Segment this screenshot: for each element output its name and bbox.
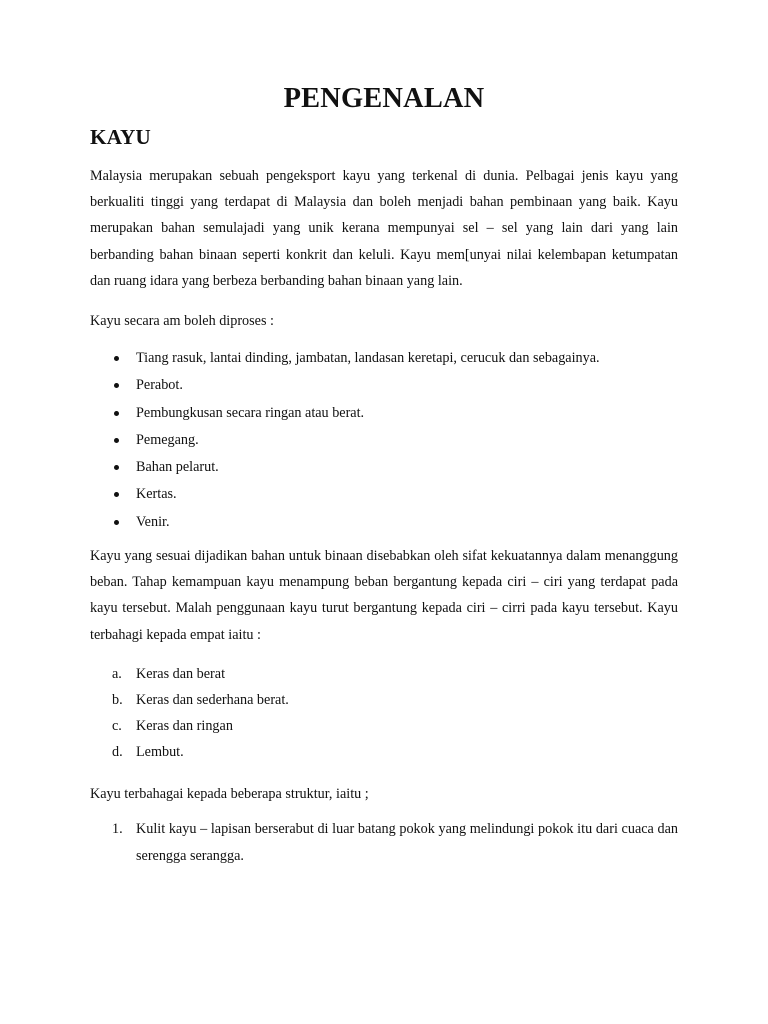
list-item-text: Perabot. [136,377,183,394]
wood-type-list [90,661,678,765]
list-item-text: Tiang rasuk, lantai dinding, jambatan, landasan keretapi, cerucuk dan sebagainya. [136,350,600,366]
bullet-icon [114,438,119,443]
list-item-text: Venir. [136,513,170,530]
page-title: PENGENALAN [283,83,485,114]
structure-numbered-list [90,816,678,870]
list-item-text: Kertas. [136,486,177,503]
list-item [90,454,678,481]
bullet-icon [114,520,119,525]
list-item-text: Keras dan sederhana berat. [136,692,289,708]
list-item-text: Pembungkusan secara ringan atau berat. [136,404,365,421]
bullet-icon [114,411,119,416]
list-item-text: Lembut. [136,744,184,760]
list-item [90,372,678,399]
list-item [90,739,678,765]
intro-paragraph: Malaysia merupakan sebuah pengeksport kayu yang terkenal di dunia. Pelbagai jenis kayu yang berkualiti tinggi yang terdapat di Malaysia dan boleh menjadi bahan pembinaan yang baik. Kayu merupakan bahan semulajadi yang unik kerana mempunyai sel – sel yang lain dari yang lain berbanding bahan binaan seperti konkrit dan keluli. Kayu mem[unyai nilai kelembapan ketumpatan dan ruang idara yang berbeza berbanding bahan binaan yang lain. [90,168,678,289]
list-marker: a. [112,666,122,682]
bullet-icon [114,492,119,497]
list-item [90,427,678,454]
list-item [90,400,678,427]
list-item-text: Keras dan berat [136,666,226,682]
list-marker: d. [112,744,123,760]
structure-paragraph: Kayu terbahagai kepada beberapa struktur, iaitu ; [90,786,369,802]
bullet-icon [114,383,119,388]
list-item [90,816,678,870]
list-item [90,661,678,687]
list-marker: b. [112,692,123,708]
list-item [90,509,678,536]
list-marker: c. [112,718,122,734]
list-item [90,345,678,372]
list-item-text: Bahan pelarut. [136,459,219,476]
usage-bullet-list [90,345,678,536]
list-item-text: Keras dan ringan [136,718,233,734]
list-item [90,713,678,739]
section-heading: KAYU [90,125,151,149]
list-item-text: Kulit kayu – lapisan berserabut di luar batang pokok yang melindungi pokok itu dari cuaca dan serengga serangga. [136,821,678,864]
list-marker: 1. [112,821,123,837]
list-item [90,481,678,508]
list-item [90,687,678,713]
bullet-icon [114,465,119,470]
strength-paragraph: Kayu yang sesuai dijadikan bahan untuk binaan disebabkan oleh sifat kekuatannya dalam menanggung beban. Tahap kemampuan kayu menampung beban bergantung kepada ciri – ciri yang terdapat pada kayu tersebut. Malah penggunaan kayu turut bergantung kepada ciri – cirri pada kayu tersebut. Kayu terbahagi kepada empat iaitu : [90,548,678,643]
list-item-text: Pemegang. [136,431,199,448]
bullet-icon [114,356,119,361]
document-page [90,0,678,1024]
processing-intro-paragraph: Kayu secara am boleh diproses : [90,313,274,329]
